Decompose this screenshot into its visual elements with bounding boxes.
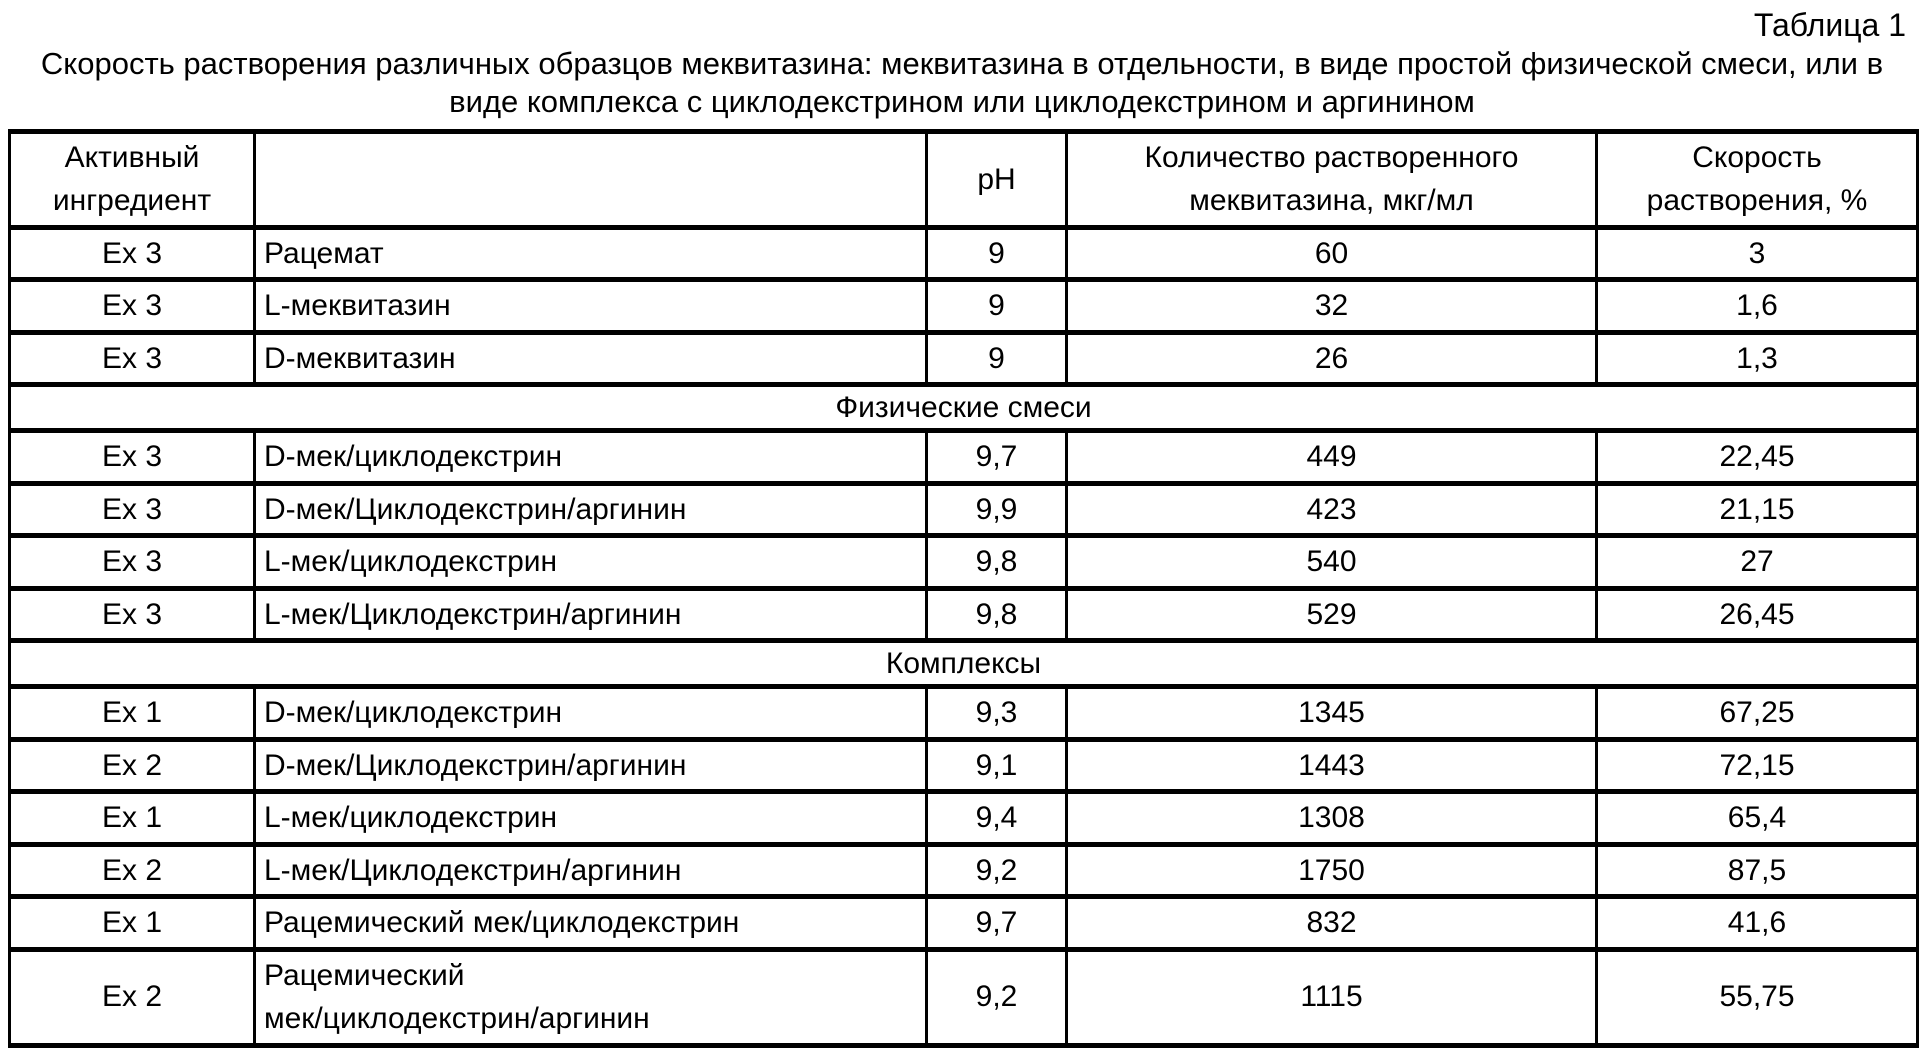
cell-ph: 9,4	[927, 792, 1067, 845]
cell-ph: 9	[927, 280, 1067, 333]
cell-ingredient: Ex 3	[10, 280, 255, 333]
cell-ph: 9,8	[927, 536, 1067, 589]
table-row	[10, 792, 1918, 845]
cell-sample: L-мек/Циклодекстрин/аргинин	[255, 844, 927, 897]
cell-rate: 26,45	[1597, 588, 1918, 641]
cell-ingredient: Ex 1	[10, 792, 255, 845]
table-row	[10, 897, 1918, 950]
cell-amount: 1345	[1067, 687, 1597, 740]
cell-rate: 55,75	[1597, 949, 1918, 1045]
section-row	[10, 641, 1918, 687]
table-row	[10, 431, 1918, 484]
cell-sample: Рацемат	[255, 227, 927, 280]
cell-amount: 529	[1067, 588, 1597, 641]
cell-ingredient: Ex 2	[10, 949, 255, 1045]
cell-amount: 1443	[1067, 739, 1597, 792]
table-number-label: Таблица 1	[1753, 7, 1906, 43]
cell-rate: 72,15	[1597, 739, 1918, 792]
cell-rate: 1,6	[1597, 280, 1918, 333]
cell-sample: Рацемический мек/циклодекстрин/аргинин	[255, 949, 927, 1045]
table-row	[10, 227, 1918, 280]
table-header	[10, 131, 1918, 227]
cell-amount: 60	[1067, 227, 1597, 280]
cell-rate: 87,5	[1597, 844, 1918, 897]
table-row	[10, 739, 1918, 792]
cell-amount: 26	[1067, 332, 1597, 385]
cell-ph: 9,9	[927, 483, 1067, 536]
table-row	[10, 483, 1918, 536]
cell-amount: 449	[1067, 431, 1597, 484]
header-ph: pH	[927, 131, 1067, 227]
cell-rate: 67,25	[1597, 687, 1918, 740]
table-caption: Скорость растворения различных образцов меквитазина: меквитазина в отдельности, в виде простой физической смеси, или в виде комплекса с циклодекстрином или циклодекстрином и аргинином	[40, 46, 1884, 119]
table-row	[10, 536, 1918, 589]
cell-ingredient: Ex 3	[10, 588, 255, 641]
cell-ingredient: Ex 1	[10, 897, 255, 950]
cell-ph: 9	[927, 227, 1067, 280]
cell-rate: 22,45	[1597, 431, 1918, 484]
cell-rate: 27	[1597, 536, 1918, 589]
section-label: Комплексы	[10, 641, 1918, 687]
cell-amount: 32	[1067, 280, 1597, 333]
table-row	[10, 844, 1918, 897]
cell-sample: D-мек/Циклодекстрин/аргинин	[255, 739, 927, 792]
cell-sample: Рацемический мек/циклодекстрин	[255, 897, 927, 950]
cell-sample: D-мек/циклодекстрин	[255, 687, 927, 740]
header-amount-dissolved: Количество растворенного меквитазина, мкг/мл	[1067, 131, 1597, 227]
table-body	[10, 227, 1918, 1045]
cell-amount: 1308	[1067, 792, 1597, 845]
cell-ingredient: Ex 2	[10, 844, 255, 897]
cell-sample: L-мек/циклодекстрин	[255, 792, 927, 845]
cell-ingredient: Ex 3	[10, 227, 255, 280]
cell-amount: 423	[1067, 483, 1597, 536]
cell-amount: 832	[1067, 897, 1597, 950]
cell-rate: 1,3	[1597, 332, 1918, 385]
cell-ingredient: Ex 2	[10, 739, 255, 792]
cell-sample: D-мек/циклодекстрин	[255, 431, 927, 484]
cell-amount: 540	[1067, 536, 1597, 589]
cell-ingredient: Ex 1	[10, 687, 255, 740]
header-sample	[255, 131, 927, 227]
header-dissolution-rate: Скорость растворения, %	[1597, 131, 1918, 227]
table-row	[10, 280, 1918, 333]
cell-ph: 9,3	[927, 687, 1067, 740]
cell-ph: 9	[927, 332, 1067, 385]
cell-ingredient: Ex 3	[10, 536, 255, 589]
table-row	[10, 687, 1918, 740]
cell-ingredient: Ex 3	[10, 332, 255, 385]
table-row	[10, 949, 1918, 1045]
cell-sample: D-мек/Циклодекстрин/аргинин	[255, 483, 927, 536]
cell-rate: 3	[1597, 227, 1918, 280]
cell-sample: D-меквитазин	[255, 332, 927, 385]
cell-sample: L-мек/циклодекстрин	[255, 536, 927, 589]
cell-ingredient: Ex 3	[10, 431, 255, 484]
cell-amount: 1750	[1067, 844, 1597, 897]
cell-amount: 1115	[1067, 949, 1597, 1045]
cell-sample: L-меквитазин	[255, 280, 927, 333]
cell-ingredient: Ex 3	[10, 483, 255, 536]
cell-sample: L-мек/Циклодекстрин/аргинин	[255, 588, 927, 641]
cell-ph: 9,1	[927, 739, 1067, 792]
section-row	[10, 385, 1918, 431]
cell-ph: 9,7	[927, 897, 1067, 950]
cell-rate: 65,4	[1597, 792, 1918, 845]
table-row	[10, 588, 1918, 641]
dissolution-table	[8, 129, 1919, 1048]
cell-ph: 9,8	[927, 588, 1067, 641]
cell-rate: 41,6	[1597, 897, 1918, 950]
cell-ph: 9,2	[927, 844, 1067, 897]
cell-ph: 9,2	[927, 949, 1067, 1045]
table-row	[10, 332, 1918, 385]
cell-rate: 21,15	[1597, 483, 1918, 536]
section-label: Физические смеси	[10, 385, 1918, 431]
cell-ph: 9,7	[927, 431, 1067, 484]
header-active-ingredient: Активный ингредиент	[10, 131, 255, 227]
header-row	[10, 131, 1918, 227]
